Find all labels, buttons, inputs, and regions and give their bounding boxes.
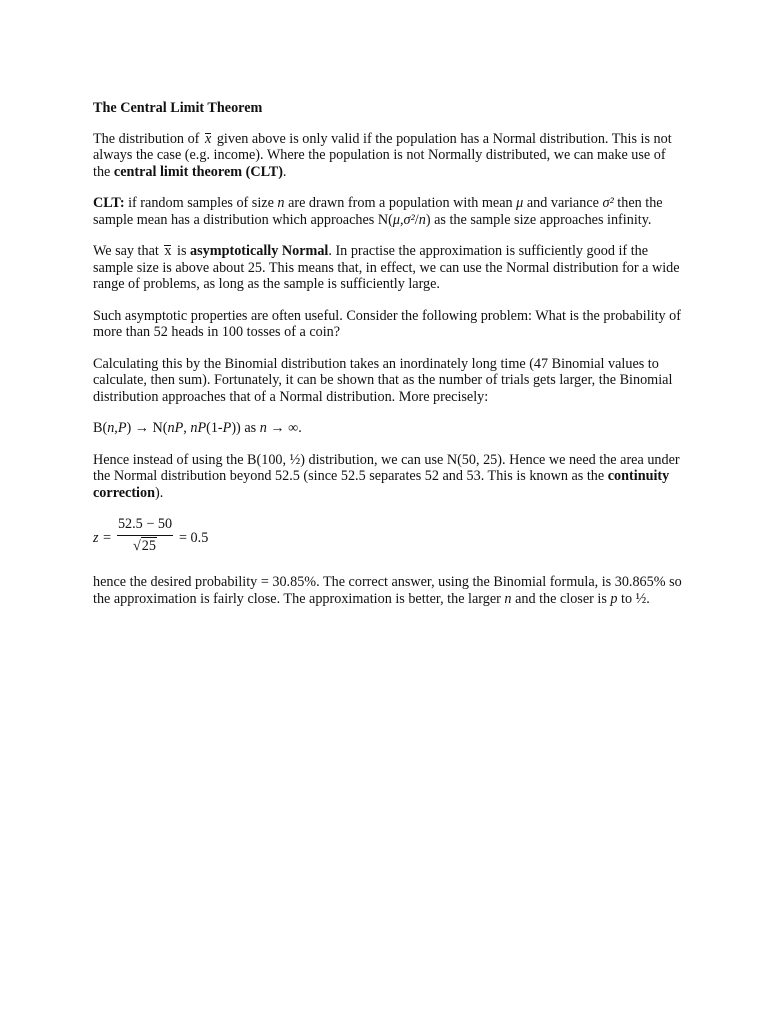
symbol-n: n [277, 195, 285, 211]
text-run: The distribution of [93, 130, 203, 147]
text-run: We say that [93, 243, 163, 259]
paragraph-asymptotic-normal [93, 243, 683, 293]
text-run: , [114, 420, 118, 436]
text-run: and the closer is [511, 590, 611, 607]
document-page [93, 100, 683, 622]
symbol-mu: μ [516, 195, 524, 211]
x-bar-symbol: x [204, 130, 212, 147]
clt-term: central limit theorem (CLT) [113, 163, 283, 180]
paragraph-distribution-validity [93, 131, 683, 181]
paragraph-asymptotic-properties: Such asymptotic properties are often useful. Consider the following problem: What is the probability of more than 52 heads in 100 tosses of a coin? [93, 307, 681, 340]
formula-numerator: 52.5 − 50 [117, 516, 173, 532]
text-run: (1- [206, 420, 223, 436]
text-run: is [173, 243, 191, 259]
text-run: / [414, 211, 419, 228]
text-run: )) as [231, 420, 260, 436]
square-root [133, 538, 157, 555]
formula-denominator [117, 538, 173, 555]
radical-sign: √ [133, 537, 141, 554]
symbol-n: n [107, 420, 115, 436]
paragraph-clt-definition [93, 195, 683, 228]
paragraph-continuity-correction [93, 452, 683, 502]
formula-result: = 0.5 [179, 530, 209, 546]
radicand: 25 [141, 537, 156, 554]
text-run: then the sample mean has a distribution which approaches N( [93, 195, 663, 228]
binomial-normal-relation [93, 420, 683, 437]
symbol-n: n [504, 590, 512, 607]
z-equals: z = [93, 530, 112, 546]
fraction-bar [117, 535, 173, 536]
x-bar-symbol: x [164, 243, 172, 259]
symbol-p: p [610, 590, 618, 607]
paragraph-binomial-calculation: Calculating this by the Binomial distribution takes an inordinately long time (47 Binomial values to calculate, then sum). Fortunately, it can be shown that as the number of trials gets larger, the Binomial distribution approaches that of a Normal distribution. More precisely: [93, 355, 673, 405]
text-run: . [282, 163, 287, 180]
text-run: if random samples of size [124, 195, 278, 211]
text-run: given above is only valid if the population has a Normal distribution. This is not always the case (e.g. income). Where the population is not Normally distributed, we can make use of the [93, 130, 672, 180]
symbol-sigma-squared: σ² [403, 211, 415, 228]
text-run: ) as the sample size approaches infinity. [425, 211, 652, 228]
z-score-formula [93, 516, 683, 560]
symbol-p: P [117, 420, 127, 436]
text-run: and variance [523, 195, 603, 211]
text-run: , [183, 420, 191, 436]
text-run: ) → N( [126, 420, 168, 436]
text-run: → ∞. [266, 420, 302, 436]
text-run: to ½. [617, 590, 650, 607]
text-run: , [399, 211, 404, 228]
symbol-np: nP [190, 420, 207, 436]
clt-label: CLT: [93, 195, 125, 211]
symbol-p: P [222, 420, 232, 436]
symbol-mu: μ [392, 211, 400, 228]
continuity-correction-term: continuity correction [93, 468, 670, 501]
text-run: B( [93, 420, 108, 436]
formula-lhs [93, 530, 112, 547]
asymptotically-normal-term: asymptotically Normal [190, 243, 329, 259]
formula-fraction [117, 516, 173, 554]
symbol-sigma-squared: σ² [602, 195, 614, 211]
paragraph-desired-probability [93, 574, 683, 607]
page-title: The Central Limit Theorem [93, 100, 263, 116]
text-run: Hence instead of using the B(100, ½) distribution, we can use N(50, 25). Hence we need the area under the Normal distribution beyond 52.5 (since 52.5 separates 52 and 53. This is known as the [93, 451, 680, 484]
symbol-n: n [259, 420, 267, 436]
text-run: ). [154, 484, 164, 501]
text-run: are drawn from a population with mean [284, 195, 517, 211]
symbol-np: nP [167, 420, 184, 436]
text-run: hence the desired probability = 30.85%. The correct answer, using the Binomial formula, is 30.865% so the approximation is fairly close. The approximation is better, the larger [93, 574, 682, 607]
text-run: . In practise the approximation is sufficiently good if the sample size is above about 25. This means that, in effect, we can use the Normal distribution for a wide range of problems, as long as the sample is sufficiently large. [93, 243, 680, 292]
symbol-n: n [418, 211, 426, 228]
